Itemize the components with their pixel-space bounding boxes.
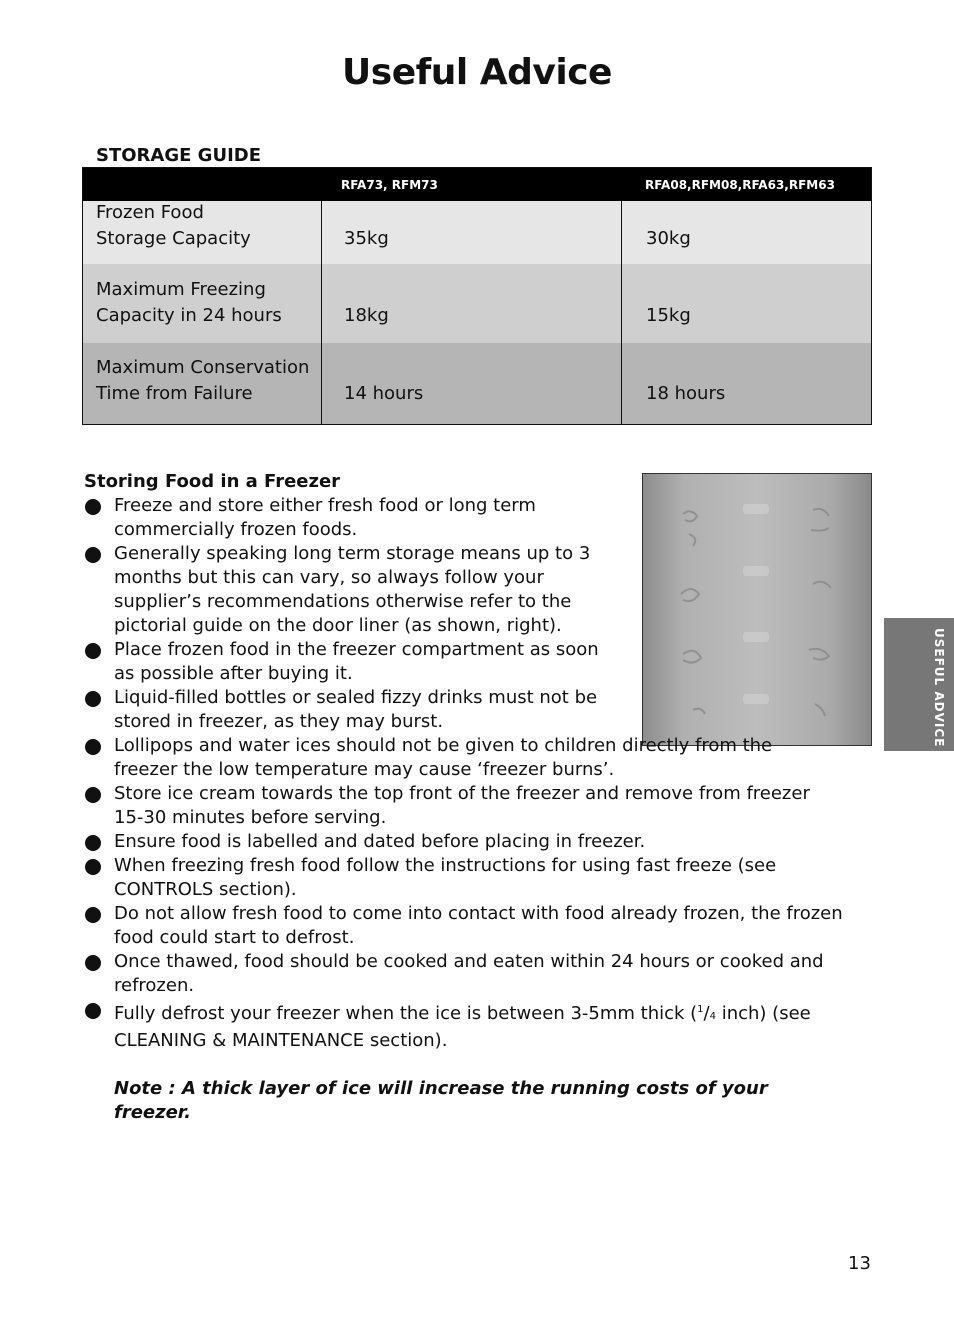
value-cell — [621, 264, 871, 343]
table-row — [83, 201, 871, 264]
note-text: Note : A thick layer of ice will increase the running costs of your freezer. — [114, 1078, 768, 1123]
value-cell — [321, 201, 621, 264]
bullet-icon — [85, 739, 101, 755]
side-section-tab — [884, 618, 954, 751]
bullet-icon — [85, 691, 101, 707]
cell-value: 14 hours — [344, 383, 424, 404]
list-item: Ensure food is labelled and dated before placing in freezer. — [84, 830, 844, 854]
list-item: Do not allow fresh food to come into contact with food already frozen, the frozen food could start to defrost. — [84, 902, 844, 950]
column-header-rfa73: RFA73, RFM73 — [341, 178, 438, 192]
value-cell — [321, 264, 621, 343]
page-number: 13 — [848, 1253, 871, 1274]
list-item: Once thawed, food should be cooked and eaten within 24 hours or cooked and refrozen. — [84, 950, 844, 998]
storing-food-heading: Storing Food in a Freezer — [84, 471, 341, 492]
list-item: Lollipops and water ices should not be given to children directly from the freezer the low temperature may cause ‘freezer burns’. — [84, 734, 844, 782]
cell-value: 30kg — [646, 228, 691, 249]
bullet-icon — [85, 907, 101, 923]
row-label: Maximum Freezing Capacity in 24 hours — [96, 279, 282, 326]
storage-guide-heading: STORAGE GUIDE — [96, 145, 261, 166]
row-label: Frozen Food Storage Capacity — [96, 202, 251, 249]
bullet-icon — [85, 787, 101, 803]
list-item: Fully defrost your freezer when the ice is between 3-5mm thick ($^1$/4 inch) (see CLEANING & MAINTENANCE section). — [84, 998, 844, 1053]
row-label-cell — [83, 201, 321, 264]
side-tab-label: USEFUL ADVICE — [932, 628, 946, 748]
cell-value: 18kg — [344, 305, 389, 326]
bullet-icon — [85, 955, 101, 971]
bullet-icon — [85, 859, 101, 875]
table-row — [83, 264, 871, 343]
row-label: Maximum Conservation Time from Failure — [96, 357, 310, 404]
storing-food-list — [84, 494, 844, 1053]
list-item: Place frozen food in the freezer compartment as soon as possible after buying it. — [84, 638, 612, 686]
list-item: Store ice cream towards the top front of the freezer and remove from freezer 15-30 minutes before serving. — [84, 782, 844, 830]
list-item: Freeze and store either fresh food or long term commercially frozen foods. — [84, 494, 612, 542]
bullet-icon — [85, 1003, 101, 1019]
bullet-icon — [85, 643, 101, 659]
storage-guide-table — [82, 167, 872, 425]
list-item: When freezing fresh food follow the instructions for using fast freeze (see CONTROLS section). — [84, 854, 844, 902]
list-item: Generally speaking long term storage means up to 3 months but this can vary, so always follow your supplier’s recommendations otherwise refer to the pictorial guide on the door liner (as shown, right). — [84, 542, 612, 638]
bullet-icon — [85, 835, 101, 851]
bullet-icon — [85, 547, 101, 563]
row-label-cell — [83, 343, 321, 424]
table-row — [83, 343, 871, 424]
cell-value: 35kg — [344, 228, 389, 249]
storing-food-section — [84, 470, 844, 1125]
bullet-icon — [85, 499, 101, 515]
value-cell — [321, 343, 621, 424]
value-cell — [621, 343, 871, 424]
cell-value: 18 hours — [646, 383, 726, 404]
cell-value: 15kg — [646, 305, 691, 326]
column-header-rfa08: RFA08,RFM08,RFA63,RFM63 — [645, 178, 835, 192]
value-cell — [621, 201, 871, 264]
list-item: Liquid-filled bottles or sealed fizzy drinks must not be stored in freezer, as they may burst. — [84, 686, 612, 734]
row-label-cell — [83, 264, 321, 343]
table-header-row — [83, 168, 871, 201]
page-title: Useful Advice — [342, 52, 612, 93]
